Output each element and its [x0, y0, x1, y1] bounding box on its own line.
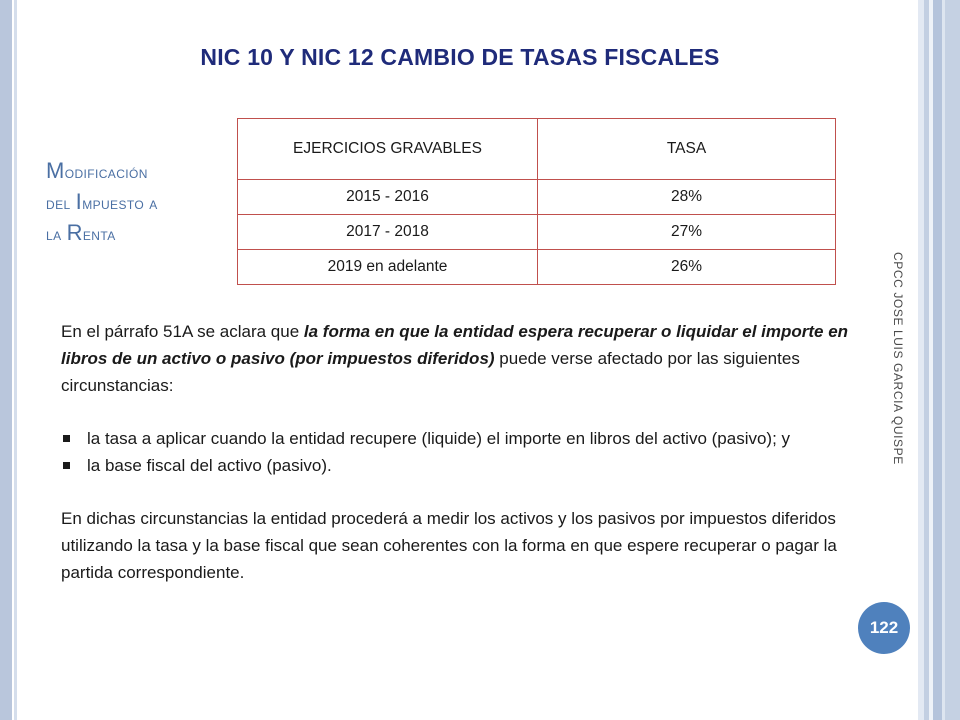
left-decorative-bar — [0, 0, 12, 720]
body-text — [61, 318, 851, 586]
header-ejercicios: EJERCICIOS GRAVABLES — [238, 119, 538, 180]
cell-period: 2019 en adelante — [238, 250, 538, 285]
cell-rate: 28% — [538, 180, 836, 215]
page-number-badge: 122 — [858, 602, 910, 654]
header-tasa: TASA — [538, 119, 836, 180]
paragraph-conclusion: En dichas circunstancias la entidad procederá a medir los activos y los pasivos por impuestos diferidos utilizando la tasa y la base fiscal que sean coherentes con la forma en que espere recuperar o pagar la partida correspondiente. — [61, 509, 837, 582]
cell-period: 2015 - 2016 — [238, 180, 538, 215]
square-bullet-icon — [63, 462, 70, 469]
list-item: la tasa a aplicar cuando la entidad recupere (liquide) el importe en libros del activo (pasivo); y — [61, 425, 851, 452]
tax-rate-table — [237, 118, 836, 285]
slide-title: NIC 10 Y NIC 12 CAMBIO DE TASAS FISCALES — [200, 44, 720, 70]
cell-period: 2017 - 2018 — [238, 215, 538, 250]
table-row — [238, 250, 836, 285]
slide-subtitle: Modificación del Impuesto a la Renta — [46, 158, 158, 245]
bullet-list — [61, 425, 851, 479]
table-row — [238, 215, 836, 250]
paragraph-51a: En el párrafo 51A se aclara que la forma en que la entidad espera recuperar o liquidar el importe en libros de un activo o pasivo (por impuestos diferidos) puede verse afectado por las siguientes circunstancias: — [61, 322, 849, 395]
list-item: la base fiscal del activo (pasivo). — [61, 452, 851, 479]
table-row — [238, 180, 836, 215]
table-header-row — [238, 119, 836, 180]
square-bullet-icon — [63, 435, 70, 442]
cell-rate: 27% — [538, 215, 836, 250]
cell-rate: 26% — [538, 250, 836, 285]
right-decorative-stripes — [918, 0, 960, 720]
author-side-label: CPCC JOSE LUIS GARCIA QUISPE — [891, 252, 905, 465]
left-decorative-line — [14, 0, 17, 720]
